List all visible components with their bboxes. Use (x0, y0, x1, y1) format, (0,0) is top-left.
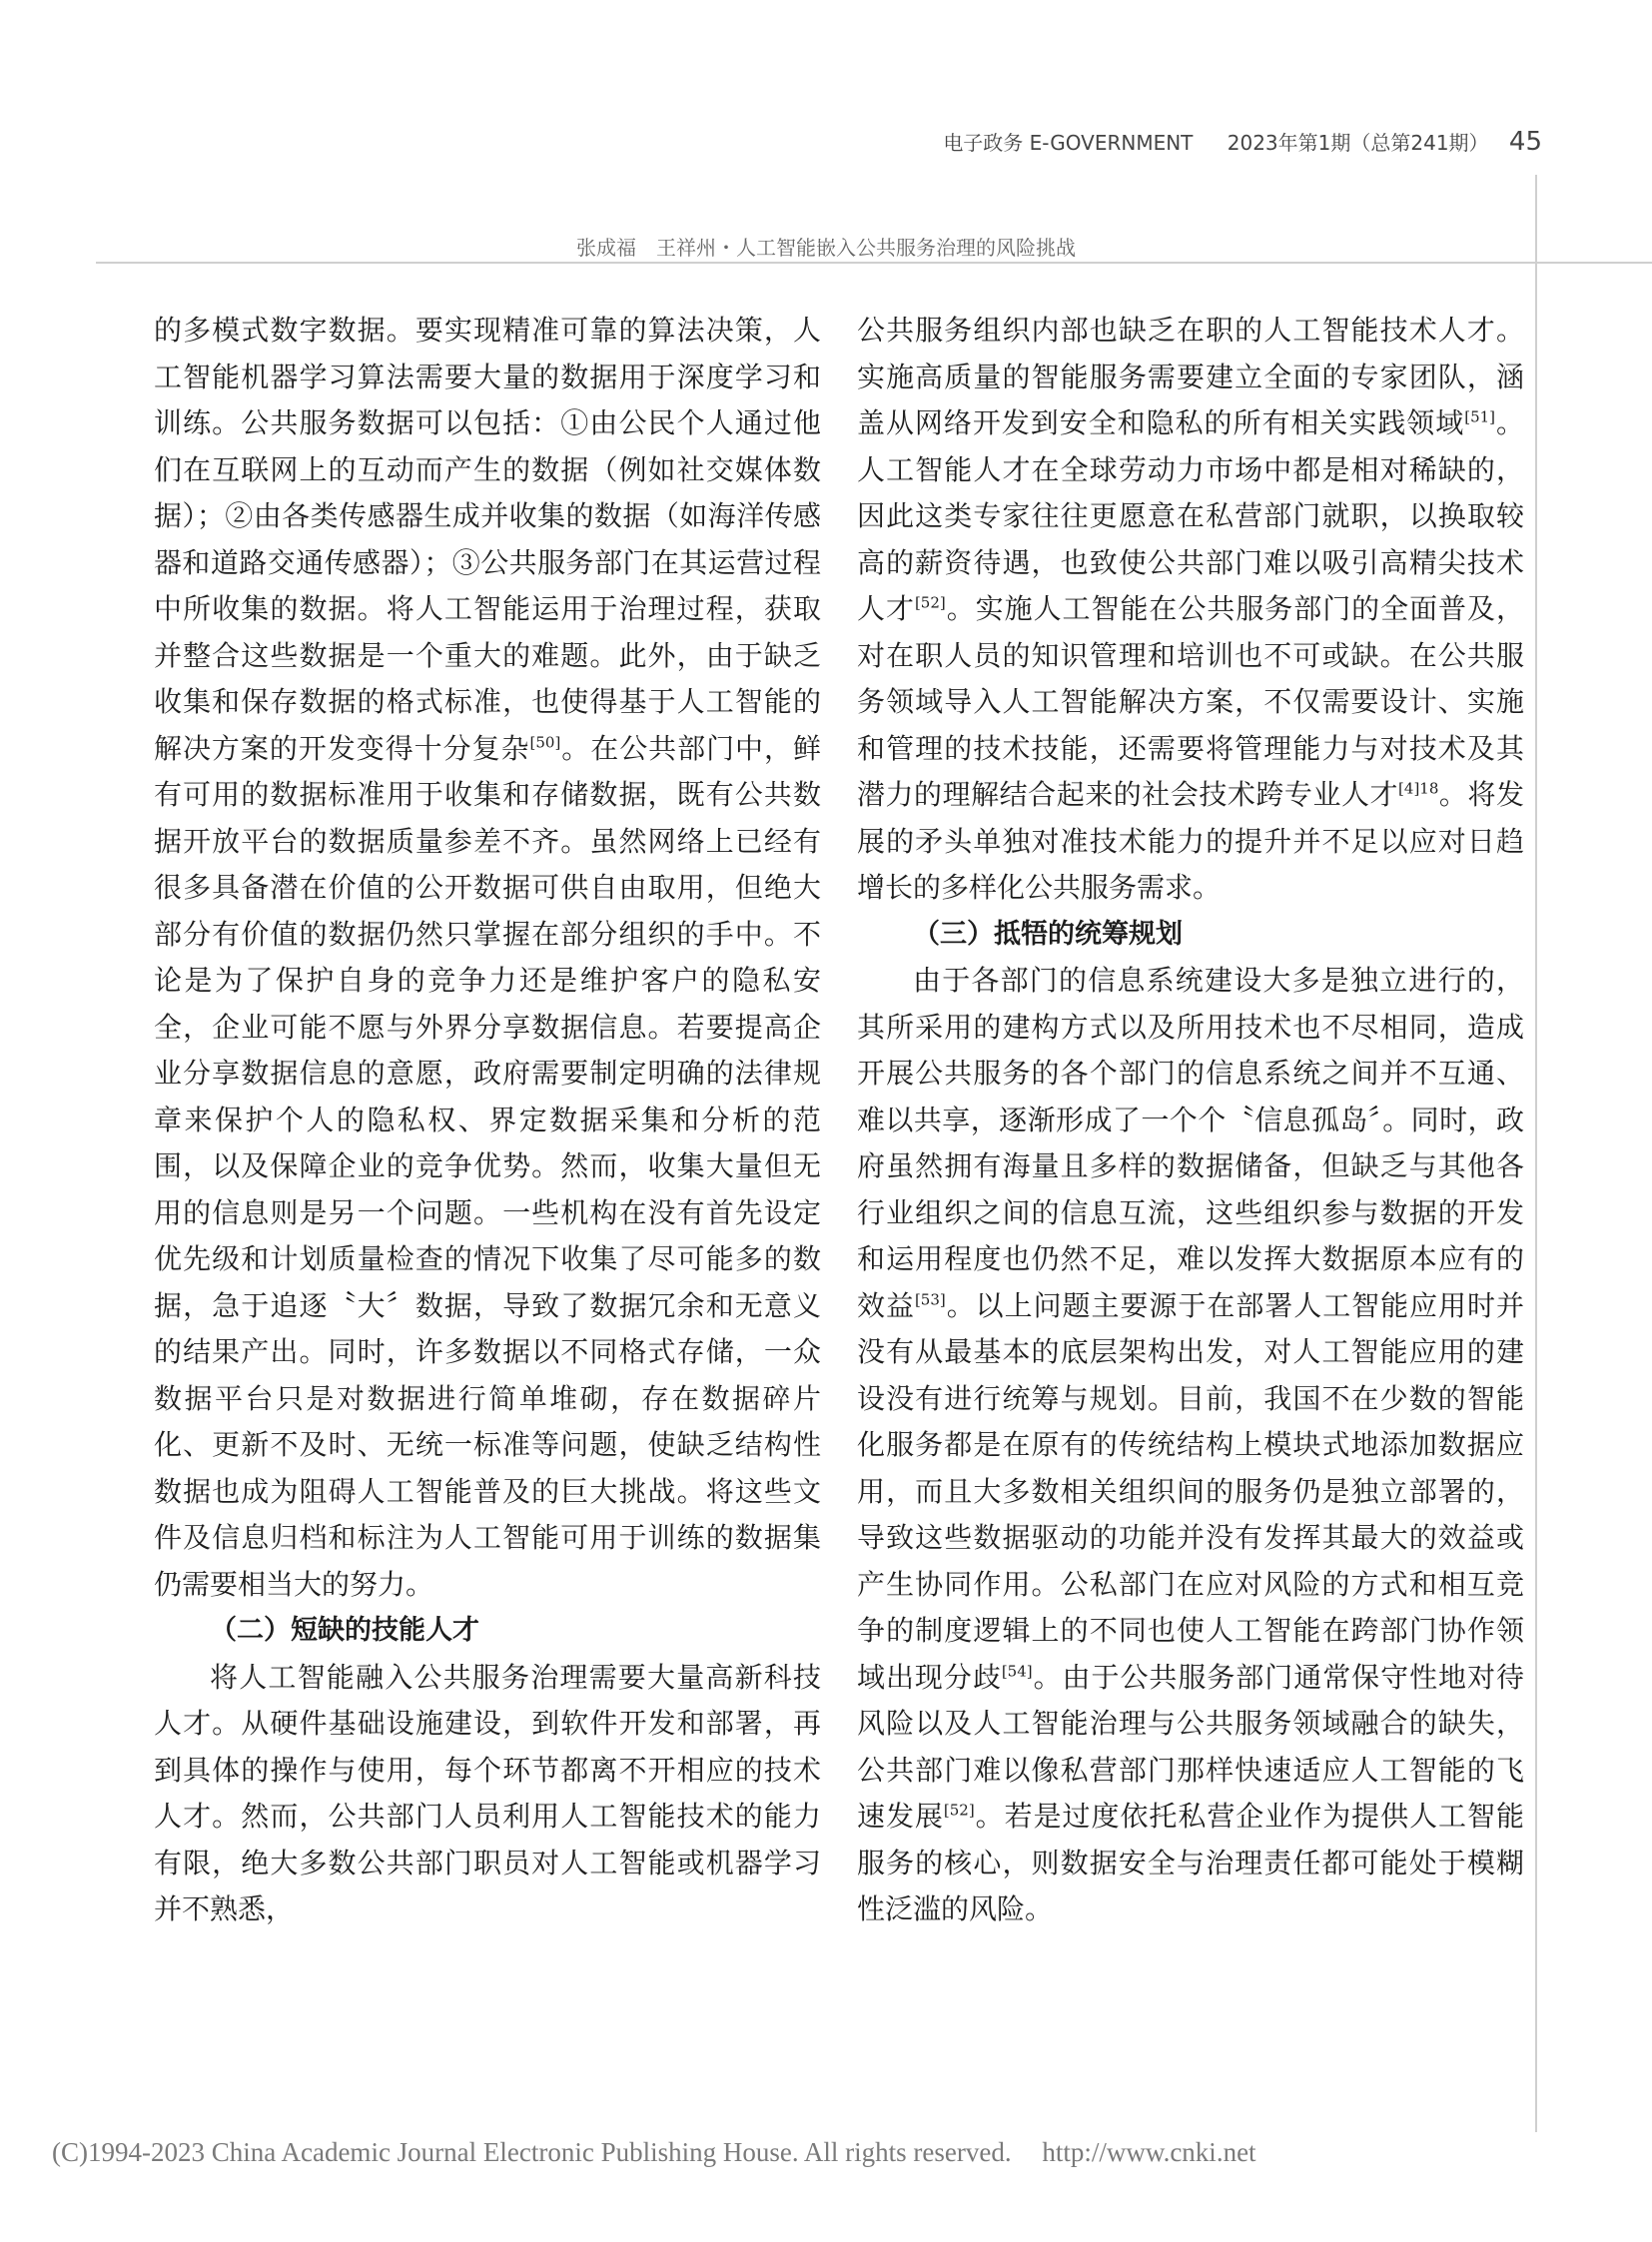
citation: [54] (1001, 1662, 1033, 1681)
paragraph: 将人工智能融入公共服务治理需要大量高新科技人才。从硬件基础设施建设，到软件开发和部署，再到具体的操作与使用，每个环节都离不开相应的技术人才。然而，公共部门人员利用人工智能技术的能力有限，绝大多数公共部门职员对人工智能或机器学习并不熟悉， (154, 1660, 821, 1925)
citation: [4]18 (1398, 779, 1439, 798)
running-title: 张成福 王祥州・人工智能嵌入公共服务治理的风险挑战 (576, 236, 1076, 260)
header-rule (96, 262, 1652, 264)
footer-url: http://www.cnki.net (1042, 2137, 1256, 2167)
copyright-notice: (C)1994-2023 China Academic Journal Electronic Publishing House. All rights reserved. (52, 2137, 1012, 2167)
vertical-rule (1535, 175, 1537, 2132)
page-header (943, 127, 1542, 157)
paragraph-text: 。若是过度依托私营企业作为提供人工智能服务的核心，则数据安全与治理责任都可能处于模糊性泛滥的风险。 (857, 1800, 1524, 1925)
section-heading: （三）抵牾的统筹规划 (913, 918, 1183, 950)
issue-info: 2023年第1期（总第241期） (1227, 131, 1489, 155)
page-footer (52, 2137, 1256, 2168)
paragraph (857, 308, 1524, 912)
journal-name: 电子政务 E-GOVERNMENT (943, 131, 1194, 155)
paragraph-text: 由于各部门的信息系统建设大多是独立进行的，其所采用的建构方式以及所用技术也不尽相同，造成开展公共服务的各个部门的信息系统之间并不互通、难以共享，逐渐形成了一个个〝信息孤岛〞。同时，政府虽然拥有海量且多样的数据储备，但缺乏与其他各行业组织之间的信息互流，这些组织参与数据的开发和运用程度也仍然不足，难以发挥大数据原本应有的效益 (857, 964, 1524, 1322)
paragraph-text: 公共服务组织内部也缺乏在职的人工智能技术人才。实施高质量的智能服务需要建立全面的专家团队，涵盖从网络开发到安全和隐私的所有相关实践领域 (857, 314, 1524, 439)
citation: [50] (529, 733, 561, 752)
citation: [51] (1464, 407, 1496, 426)
right-column (857, 308, 1524, 1933)
paragraph-text: 。实施人工智能在公共服务部门的全面普及，对在职人员的知识管理和培训也不可或缺。在公共服务领域导入人工智能解决方案，不仅需要设计、实施和管理的技术技能，还需要将管理能力与对技术及其潜力的理解结合起来的社会技术跨专业人才 (857, 592, 1524, 811)
paragraph-text: 。在公共部门中，鲜有可用的数据标准用于收集和存储数据，既有公共数据开放平台的数据质量参差不齐。虽然网络上已经有很多具备潜在价值的公开数据可供自由取用，但绝大部分有价值的数据仍然只掌握在部分组织的手中。不论是为了保护自身的竞争力还是维护客户的隐私安全，企业可能不愿与外界分享数据信息。若要提高企业分享数据信息的意愿，政府需要制定明确的法律规章来保护个人的隐私权、界定数据采集和分析的范围，以及保障企业的竞争优势。然而，收集大量但无用的信息则是另一个问题。一些机构在没有首先设定优先级和计划质量检查的情况下收集了尽可能多的数据，急于追逐〝大〞数据，导致了数据冗余和无意义的结果产出。同时，许多数据以不同格式存储，一众数据平台只是对数据进行简单堆砌，存在数据碎片化、更新不及时、无统一标准等问题，使缺乏结构性数据也成为阻碍人工智能普及的巨大挑战。将这些文件及信息归档和标注为人工智能可用于训练的数据集仍需要相当大的努力。 (154, 731, 821, 1601)
paragraph-text: 。以上问题主要源于在部署人工智能应用时并没有从最基本的底层架构出发，对人工智能应用的建设没有进行统筹与规划。目前，我国不在少数的智能化服务都是在原有的传统结构上模块式地添加数据应用，而且大多数相关组织间的服务仍是独立部署的，导致这些数据驱动的功能并没有发挥其最大的效益或产生协同作用。公私部门在应对风险的方式和相互竞争的制度逻辑上的不同也使人工智能在跨部门协作领域出现分歧 (857, 1288, 1524, 1694)
page-number: 45 (1508, 127, 1542, 157)
paragraph-text: 。将发展的矛头单独对准技术能力的提升并不足以应对日趋增长的多样化公共服务需求。 (857, 778, 1524, 904)
paragraph-text: 。人工智能人才在全球劳动力市场中都是相对稀缺的，因此这类专家往往更愿意在私营部门就职，以换取较高的薪资待遇，也致使公共部门难以吸引高精尖技术人才 (857, 406, 1524, 625)
paragraph-text: 。由于公共服务部门通常保守性地对待风险以及人工智能治理与公共服务领域融合的缺失，公共部门难以像私营部门那样快速适应人工智能的飞速发展 (857, 1660, 1524, 1833)
section-heading: （二）短缺的技能人才 (210, 1615, 479, 1646)
paragraph (154, 308, 821, 1608)
citation: [52] (914, 593, 946, 612)
paragraph-text: 的多模式数字数据。要实现精准可靠的算法决策，人工智能机器学习算法需要大量的数据用于深度学习和训练。公共服务数据可以包括：①由公民个人通过他们在互联网上的互动而产生的数据（例如社交媒体数据）；②由各类传感器生成并收集的数据（如海洋传感器和道路交通传感器）；③公共服务部门在其运营过程中所收集的数据。将人工智能运用于治理过程，获取并整合这些数据是一个重大的难题。此外，由于缺乏收集和保存数据的格式标准，也使得基于人工智能的解决方案的开发变得十分复杂 (154, 314, 821, 765)
paragraph (857, 958, 1524, 1933)
citation: [53] (914, 1290, 946, 1309)
citation: [52] (943, 1801, 975, 1820)
left-column (154, 308, 821, 1933)
